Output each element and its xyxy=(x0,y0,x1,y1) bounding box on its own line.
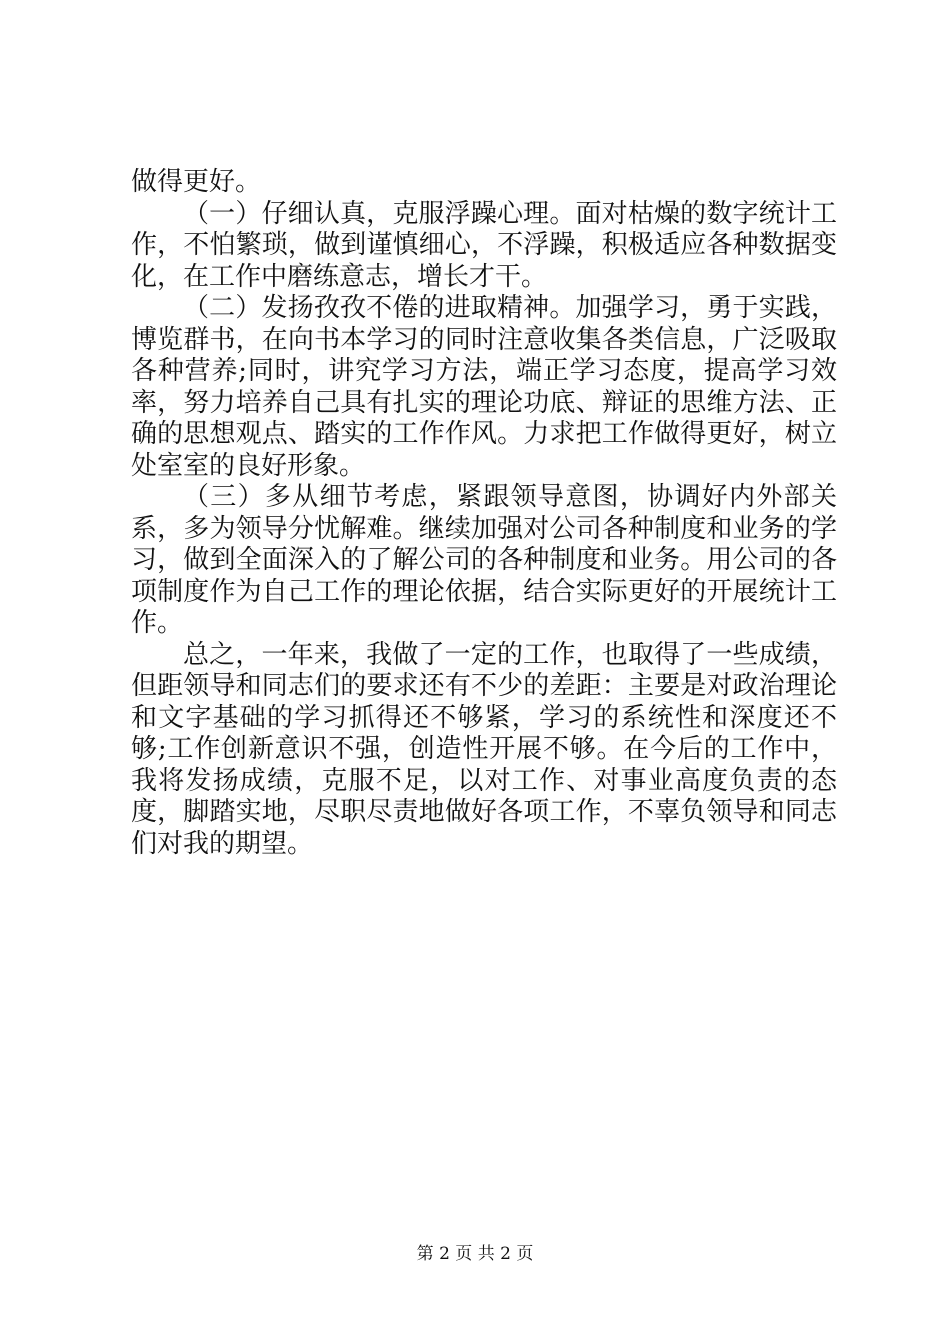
paragraph-summary: 总之，一年来，我做了一定的工作，也取得了一些成绩，但距领导和同志们的要求还有不少的差距：主要是对政治理论和文字基础的学习抓得还不够紧，学习的系统性和深度还不够;工作创新意识不强，创造性开展不够。在今后的工作中，我将发扬成绩，克服不足，以对工作、对事业高度负责的态度，脚踏实地，尽职尽责地做好各项工作，不辜负领导和同志们对我的期望。 xyxy=(131,639,837,859)
document-body xyxy=(131,167,837,860)
paragraph-item-1: （一）仔细认真，克服浮躁心理。面对枯燥的数字统计工作，不怕繁琐，做到谨慎细心，不浮躁，积极适应各种数据变化，在工作中磨练意志，增长才干。 xyxy=(131,198,837,292)
paragraph-continuation: 做得更好。 xyxy=(131,167,262,197)
paragraph-item-2: （二）发扬孜孜不倦的进取精神。加强学习，勇于实践，博览群书，在向书本学习的同时注意收集各类信息，广泛吸取各种营养;同时，讲究学习方法，端正学习态度，提高学习效率，努力培养自己具有扎实的理论功底、辩证的思维方法、正确的思想观点、踏实的工作作风。力求把工作做得更好，树立处室室的良好形象。 xyxy=(131,293,837,481)
paragraph-item-3: （三）多从细节考虑，紧跟领导意图，协调好内外部关系，多为领导分忧解难。继续加强对公司各种制度和业务的学习，做到全面深入的了解公司的各种制度和业务。用公司的各项制度作为自己工作的理论依据，结合实际更好的开展统计工作。 xyxy=(131,482,837,638)
page-number-footer: 第 2 页 共 2 页 xyxy=(416,1244,534,1264)
